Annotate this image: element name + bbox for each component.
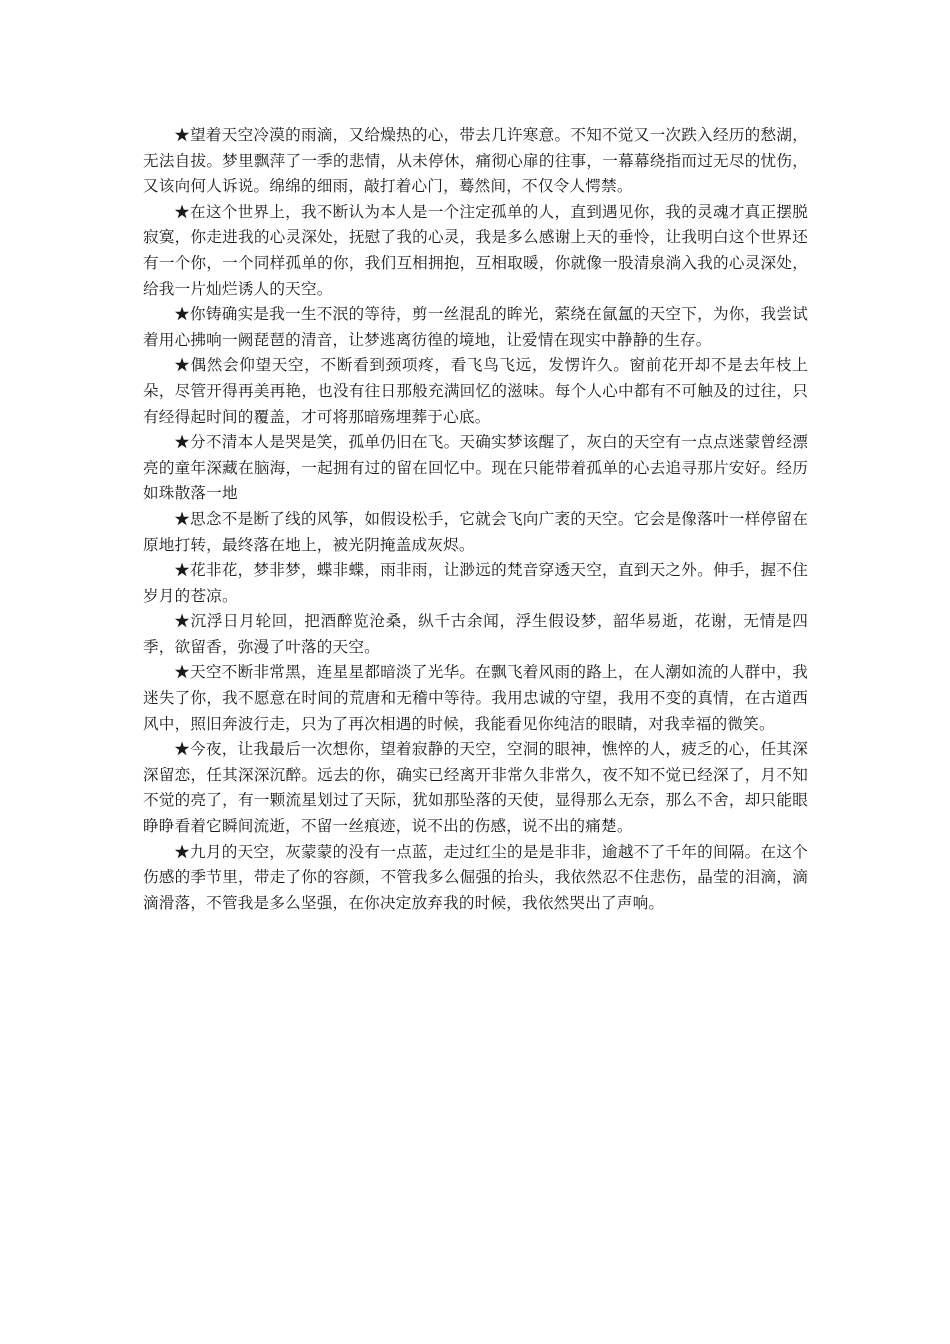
paragraph: ★天空不断非常黑，连星星都暗淡了光华。在飘飞着风雨的路上，在人潮如流的人群中，我迷失了你，我不愿意在时间的荒唐和无稽中等待。我用忠诚的守望，我用不变的真情，在古道西风中，照旧奔波行走，只为了再次相遇的时候，我能看见你纯洁的眼睛，对我幸福的微笑。 <box>143 663 808 733</box>
paragraph: ★你铸确实是我一生不泯的等待，剪一丝混乱的眸光，萦绕在氤氲的天空下，为你，我尝试着用心拂响一阙琵琶的清音，让梦逃离彷徨的境地，让爱情在现实中静静的生存。 <box>143 305 808 349</box>
paragraph: ★花非花，梦非梦，蝶非蝶，雨非雨，让渺远的梵音穿透天空，直到天之外。伸手，握不住岁月的苍凉。 <box>143 561 808 605</box>
paragraph: ★在这个世界上，我不断认为本人是一个注定孤单的人，直到遇见你，我的灵魂才真正摆脱寂寞，你走进我的心灵深处，抚慰了我的心灵，我是多么感谢上天的垂怜，让我明白这个世界还有一个你，一个同样孤单的你，我们互相拥抱，互相取暖，你就像一股清泉淌入我的心灵深处，给我一片灿烂诱人的天空。 <box>143 202 808 298</box>
document-body <box>143 123 808 916</box>
paragraph: ★今夜，让我最后一次想你，望着寂静的天空，空洞的眼神，憔悴的人，疲乏的心，任其深深留恋，任其深深沉醉。远去的你，确实已经离开非常久非常久，夜不知不觉已经深了，月不知不觉的亮了，有一颗流星划过了天际，犹如那坠落的天使，显得那么无奈，那么不舍，却只能眼睁睁看着它瞬间流逝，不留一丝痕迹，说不出的伤感，说不出的痛楚。 <box>143 740 808 836</box>
paragraph: ★偶然会仰望天空，不断看到颈项疼，看飞鸟飞远，发愣许久。窗前花开却不是去年枝上朵，尽管开得再美再艳，也没有往日那般充满回忆的滋味。每个人心中都有不可触及的过往，只有经得起时间的覆盖，才可将那暗殇埋葬于心底。 <box>143 356 808 426</box>
paragraph: ★分不清本人是哭是笑，孤单仍旧在飞。天确实梦该醒了，灰白的天空有一点点迷蒙曾经漂亮的童年深藏在脑海，一起拥有过的留在回忆中。现在只能带着孤单的心去追寻那片安好。经历如珠散落一地 <box>143 433 808 503</box>
paragraph: ★思念不是断了线的风筝，如假设松手，它就会飞向广袤的天空。它会是像落叶一样停留在原地打转，最终落在地上，被光阴掩盖成灰烬。 <box>143 509 808 554</box>
paragraph: ★九月的天空，灰蒙蒙的没有一点蓝，走过红尘的是是非非，逾越不了千年的间隔。在这个伤感的季节里，带走了你的容颜，不管我多么倔强的抬头，我依然忍不住悲伤，晶莹的泪滴，滴滴滑落，不管我是多么坚强，在你决定放弃我的时候，我依然哭出了声响。 <box>143 842 808 912</box>
paragraph: ★沉浮日月轮回，把酒醉览沧桑，纵千古余闻，浮生假设梦，韶华易逝，花谢，无情是四季，欲留香，弥漫了叶落的天空。 <box>143 612 808 656</box>
paragraph: ★望着天空冷漠的雨滴，又给燥热的心，带去几许寒意。不知不觉又一次跌入经历的愁湖，无法自拔。梦里飘萍了一季的悲情，从未停休，痛彻心扉的往事，一幕幕绕指而过无尽的忧伤，又该向何人诉说。绵绵的细雨，敲打着心门，蓦然间，不仅令人愕禁。 <box>143 126 808 196</box>
